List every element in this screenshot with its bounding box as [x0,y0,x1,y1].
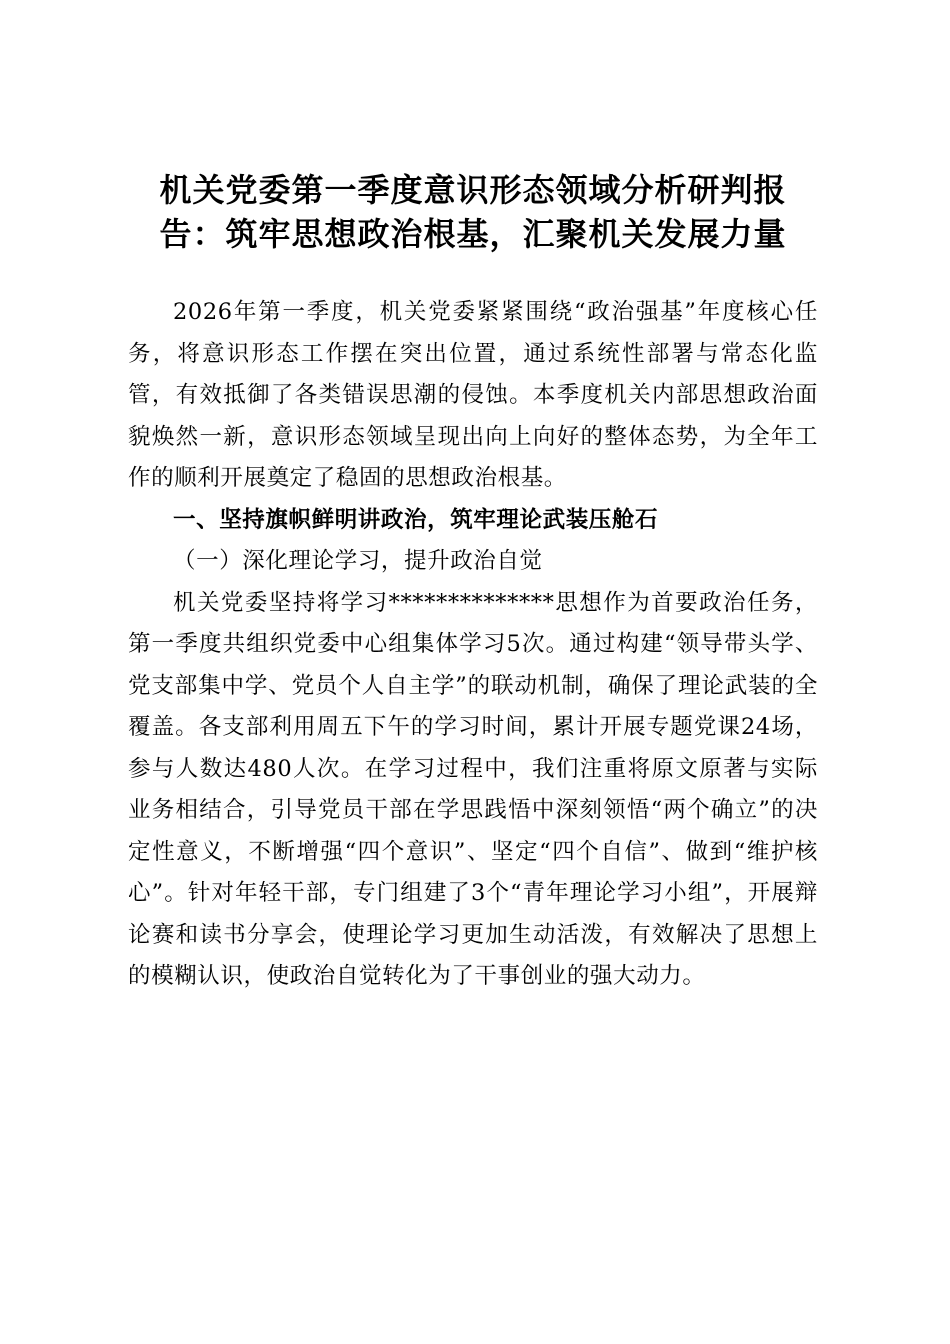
subsection-heading-1: （一）深化理论学习，提升政治自觉 [173,548,543,574]
intro-paragraph: 2026年第一季度，机关党委紧紧围绕“政治强基”年度核心任务，将意识形态工作摆在突出位置，通过系统性部署与常态化监管，有效抵御了各类错误思潮的侵蚀。本季度机关内部思想政治面貌焕然一新，意识形态领域呈现出向上向好的整体态势，为全年工作的顺利开展奠定了稳固的思想政治根基。 [128,299,818,491]
document-body [128,292,818,998]
section-heading-1: 一、坚持旗帜鲜明讲政治，筑牢理论武装压舱石 [173,506,659,533]
document-title [128,168,818,256]
title-line-1: 机关党委第一季度意识形态领域分析研判报 [159,171,787,209]
body-paragraph-1: 机关党委坚持将学习**************思想作为首要政治任务，第一季度共组织党委中心组集体学习5次。通过构建“领导带头学、党支部集中学、党员个人自主学”的联动机制，确保了理论武装的全覆盖。各支部利用周五下午的学习时间，累计开展专题党课24场，参与人数达480人次。在学习过程中，我们注重将原文原著与实际业务相结合，引导党员干部在学思践悟中深刻领悟“两个确立”的决定性意义，不断增强“四个意识”、坚定“四个自信”、做到“维护核心”。针对年轻干部，专门组建了3个“青年理论学习小组”，开展辩论赛和读书分享会，使理论学习更加生动活泼，有效解决了思想上的模糊认识，使政治自觉转化为了干事创业的强大动力。 [128,589,818,989]
title-line-2: 告：筑牢思想政治根基，汇聚机关发展力量 [159,215,787,253]
